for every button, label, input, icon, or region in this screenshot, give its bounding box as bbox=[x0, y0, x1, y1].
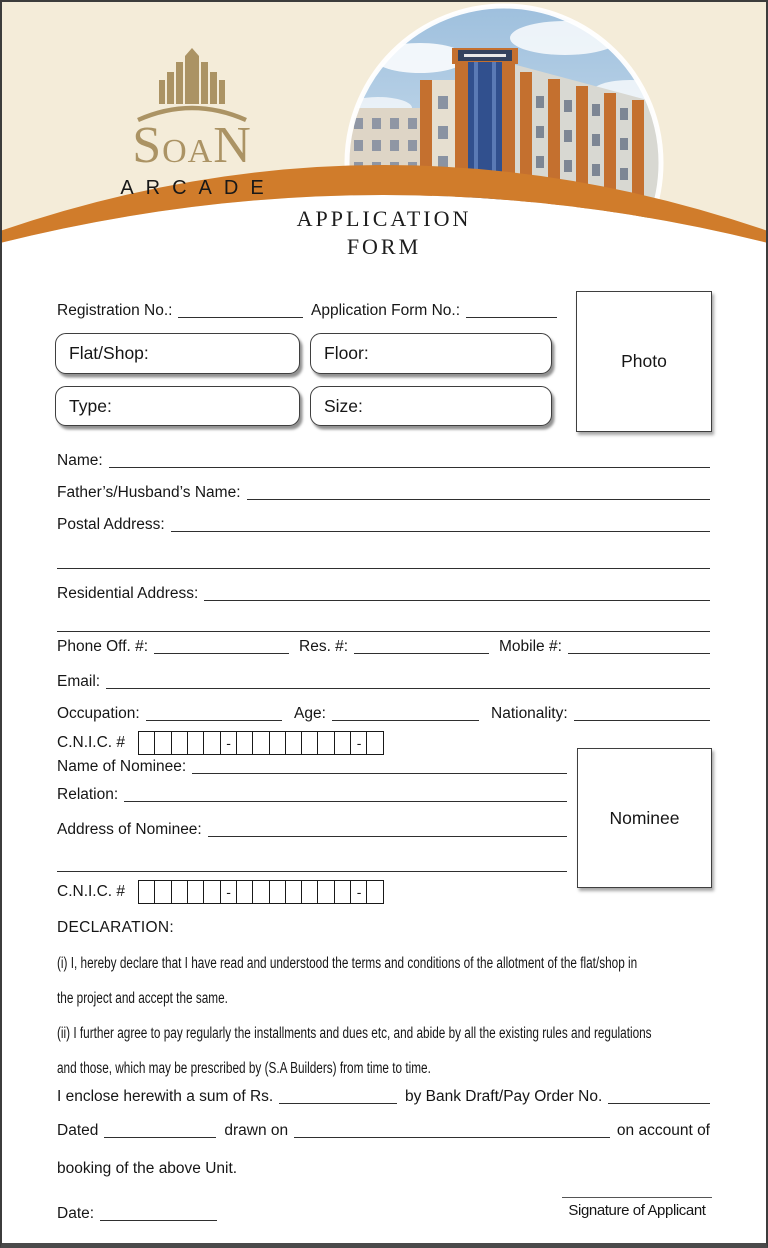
cnic-cell[interactable] bbox=[203, 880, 221, 904]
brand-logo bbox=[92, 46, 292, 200]
cnic-cell[interactable] bbox=[236, 880, 254, 904]
nationality-pair bbox=[491, 705, 710, 722]
type-label: Type: bbox=[69, 395, 112, 416]
cnic-cell[interactable] bbox=[187, 731, 205, 755]
booking-line: booking of the above Unit. bbox=[57, 1160, 238, 1177]
dated-row bbox=[57, 1117, 710, 1139]
cnic-cell[interactable]: - bbox=[220, 880, 238, 904]
cnic-cell[interactable]: - bbox=[350, 731, 368, 755]
nominee-address-line2[interactable] bbox=[57, 861, 567, 872]
bank-draft-label: by Bank Draft/Pay Order No. bbox=[405, 1087, 603, 1105]
cnic-label: C.N.I.C. # bbox=[57, 883, 126, 900]
cnic-cell[interactable] bbox=[138, 880, 156, 904]
occupation-label: Occupation: bbox=[57, 704, 140, 722]
father-name-line[interactable] bbox=[247, 489, 710, 500]
date-row bbox=[57, 1200, 217, 1222]
sum-line[interactable] bbox=[279, 1093, 397, 1104]
floor-box[interactable] bbox=[310, 333, 552, 374]
registration-no-line[interactable] bbox=[178, 307, 303, 318]
postal-address-row bbox=[57, 511, 710, 533]
photo-box[interactable] bbox=[576, 291, 712, 432]
brand-letter: O bbox=[162, 133, 188, 170]
type-box[interactable] bbox=[55, 386, 300, 426]
enclose-sum-label: I enclose herewith a sum of Rs. bbox=[57, 1087, 274, 1105]
occupation-line[interactable] bbox=[146, 710, 282, 721]
form-title-line1: APPLICATION bbox=[296, 206, 472, 231]
nominee-address-line[interactable] bbox=[208, 826, 567, 837]
age-label: Age: bbox=[294, 704, 326, 722]
relation-line[interactable] bbox=[124, 791, 567, 802]
nominee-name-label: Name of Nominee: bbox=[57, 757, 187, 775]
nominee-name-row bbox=[57, 753, 567, 775]
nominee-box[interactable] bbox=[577, 748, 712, 888]
residential-address-cont-row bbox=[57, 611, 710, 633]
cnic-cell[interactable] bbox=[171, 731, 189, 755]
cnic-cell[interactable] bbox=[334, 880, 352, 904]
nominee-address-label: Address of Nominee: bbox=[57, 820, 202, 838]
cnic-cell[interactable]: - bbox=[220, 731, 238, 755]
dated-label: Dated bbox=[57, 1121, 99, 1139]
size-label: Size: bbox=[324, 395, 363, 416]
phone-off-line[interactable] bbox=[154, 643, 289, 654]
cnic-cell[interactable] bbox=[269, 880, 287, 904]
phone-res-label: Res. #: bbox=[299, 637, 349, 655]
brand-letter: N bbox=[213, 117, 252, 174]
cnic-cell[interactable] bbox=[187, 880, 205, 904]
brand-letter: A bbox=[187, 133, 214, 170]
signature-label: Signature of Applicant bbox=[568, 1202, 706, 1219]
father-name-row bbox=[57, 479, 710, 501]
application-form-no-pair bbox=[311, 302, 557, 319]
age-line[interactable] bbox=[332, 710, 479, 721]
photo-box-label: Photo bbox=[621, 351, 667, 371]
postal-address-line2[interactable] bbox=[57, 558, 710, 569]
phone-off-label: Phone Off. #: bbox=[57, 637, 149, 655]
cnic-row-nominee bbox=[57, 879, 384, 905]
occupation-row bbox=[57, 700, 710, 722]
cnic-cell[interactable] bbox=[203, 731, 221, 755]
drawn-on-line[interactable] bbox=[294, 1127, 610, 1138]
flat-shop-box[interactable] bbox=[55, 333, 300, 374]
form-title-line2: FORM bbox=[346, 234, 422, 259]
residential-address-line2[interactable] bbox=[57, 621, 710, 632]
mobile-label: Mobile #: bbox=[499, 637, 562, 655]
date-label: Date: bbox=[57, 1204, 95, 1222]
building-tower-icon bbox=[136, 46, 248, 124]
floor-label: Floor: bbox=[324, 343, 369, 363]
declaration-clause-ii-line2: and those, which may be prescribed by (S.A Builders) from time to time. bbox=[57, 1060, 431, 1077]
nominee-address-cont-row bbox=[57, 851, 567, 873]
cnic-cell[interactable] bbox=[252, 731, 270, 755]
declaration-clause-i-line2: the project and accept the same. bbox=[57, 990, 228, 1007]
registration-no-label: Registration No.: bbox=[57, 301, 173, 319]
cnic-cell[interactable]: - bbox=[350, 880, 368, 904]
cnic-cells-applicant bbox=[138, 731, 384, 755]
signature-block[interactable] bbox=[562, 1197, 712, 1219]
cnic-label: C.N.I.C. # bbox=[57, 734, 126, 751]
postal-address-cont-row bbox=[57, 548, 710, 570]
date-line[interactable] bbox=[100, 1210, 217, 1221]
account-label: on account of bbox=[616, 1121, 710, 1139]
registration-no-pair bbox=[57, 302, 303, 319]
residential-address-line[interactable] bbox=[204, 590, 710, 601]
cnic-cell[interactable] bbox=[301, 731, 319, 755]
enclose-row bbox=[57, 1083, 710, 1105]
enclose-sum-pair bbox=[57, 1088, 397, 1105]
bank-draft-pair bbox=[405, 1088, 710, 1105]
age-pair bbox=[294, 705, 479, 722]
mobile-pair bbox=[499, 638, 710, 655]
cnic-cell[interactable] bbox=[317, 731, 335, 755]
size-box[interactable] bbox=[310, 386, 552, 426]
application-form-no-line[interactable] bbox=[466, 307, 557, 318]
cnic-cell[interactable] bbox=[269, 731, 287, 755]
brand-word bbox=[92, 117, 292, 174]
declaration-clause-i-line1: (i) I, hereby declare that I have read and understood the terms and conditions of the allotment of the flat/shop in bbox=[57, 955, 638, 972]
application-form-no-label: Application Form No.: bbox=[311, 301, 461, 319]
email-label: Email: bbox=[57, 672, 101, 690]
declaration-heading: DECLARATION: bbox=[57, 919, 174, 936]
cnic-cell[interactable] bbox=[366, 731, 384, 755]
occupation-pair bbox=[57, 705, 282, 722]
nominee-name-line[interactable] bbox=[192, 763, 567, 774]
cnic-cells-nominee bbox=[138, 880, 384, 904]
phone-res-line[interactable] bbox=[354, 643, 489, 654]
relation-label: Relation: bbox=[57, 785, 119, 803]
name-label: Name: bbox=[57, 451, 103, 469]
residential-address-label: Residential Address: bbox=[57, 584, 199, 602]
declaration-clause-ii bbox=[57, 1016, 768, 1086]
phone-row bbox=[57, 633, 710, 655]
brand-subtitle: ARCADE bbox=[120, 176, 276, 199]
nationality-line[interactable] bbox=[574, 710, 710, 721]
postal-address-line[interactable] bbox=[171, 521, 710, 532]
cnic-cell[interactable] bbox=[334, 731, 352, 755]
cnic-cell[interactable] bbox=[285, 880, 303, 904]
bank-draft-line[interactable] bbox=[608, 1093, 710, 1104]
brand-letter: S bbox=[132, 117, 163, 174]
form-title bbox=[0, 205, 768, 261]
residential-address-row bbox=[57, 580, 710, 602]
drawn-on-label: drawn on bbox=[224, 1121, 289, 1139]
father-name-label: Father’s/Husband’s Name: bbox=[57, 483, 241, 501]
cnic-cell[interactable] bbox=[285, 731, 303, 755]
nationality-label: Nationality: bbox=[491, 704, 568, 722]
cnic-cell[interactable] bbox=[138, 731, 156, 755]
phone-res-pair bbox=[299, 638, 489, 655]
cnic-cell[interactable] bbox=[236, 731, 254, 755]
registration-row bbox=[57, 297, 557, 319]
nominee-address-row bbox=[57, 816, 567, 838]
cnic-cell[interactable] bbox=[154, 880, 172, 904]
cnic-cell[interactable] bbox=[171, 880, 189, 904]
flat-shop-label: Flat/Shop: bbox=[69, 343, 149, 363]
cnic-cell[interactable] bbox=[317, 880, 335, 904]
dated-line[interactable] bbox=[104, 1127, 216, 1138]
cnic-cell[interactable] bbox=[366, 880, 384, 904]
declaration-clause-i bbox=[57, 946, 768, 1016]
nominee-box-label: Nominee bbox=[609, 807, 680, 828]
declaration-clause-ii-line1: (ii) I further agree to pay regularly the installments and dues etc, and abide by all the existing rules and regulations bbox=[57, 1025, 652, 1042]
cnic-cell[interactable] bbox=[252, 880, 270, 904]
name-line[interactable] bbox=[109, 457, 710, 468]
cnic-cell[interactable] bbox=[154, 731, 172, 755]
cnic-cell[interactable] bbox=[301, 880, 319, 904]
email-row bbox=[57, 668, 710, 690]
name-row bbox=[57, 447, 710, 469]
relation-row bbox=[57, 781, 567, 803]
email-line[interactable] bbox=[106, 678, 710, 689]
mobile-line[interactable] bbox=[568, 643, 710, 654]
postal-address-label: Postal Address: bbox=[57, 515, 165, 533]
phone-off-pair bbox=[57, 638, 289, 655]
